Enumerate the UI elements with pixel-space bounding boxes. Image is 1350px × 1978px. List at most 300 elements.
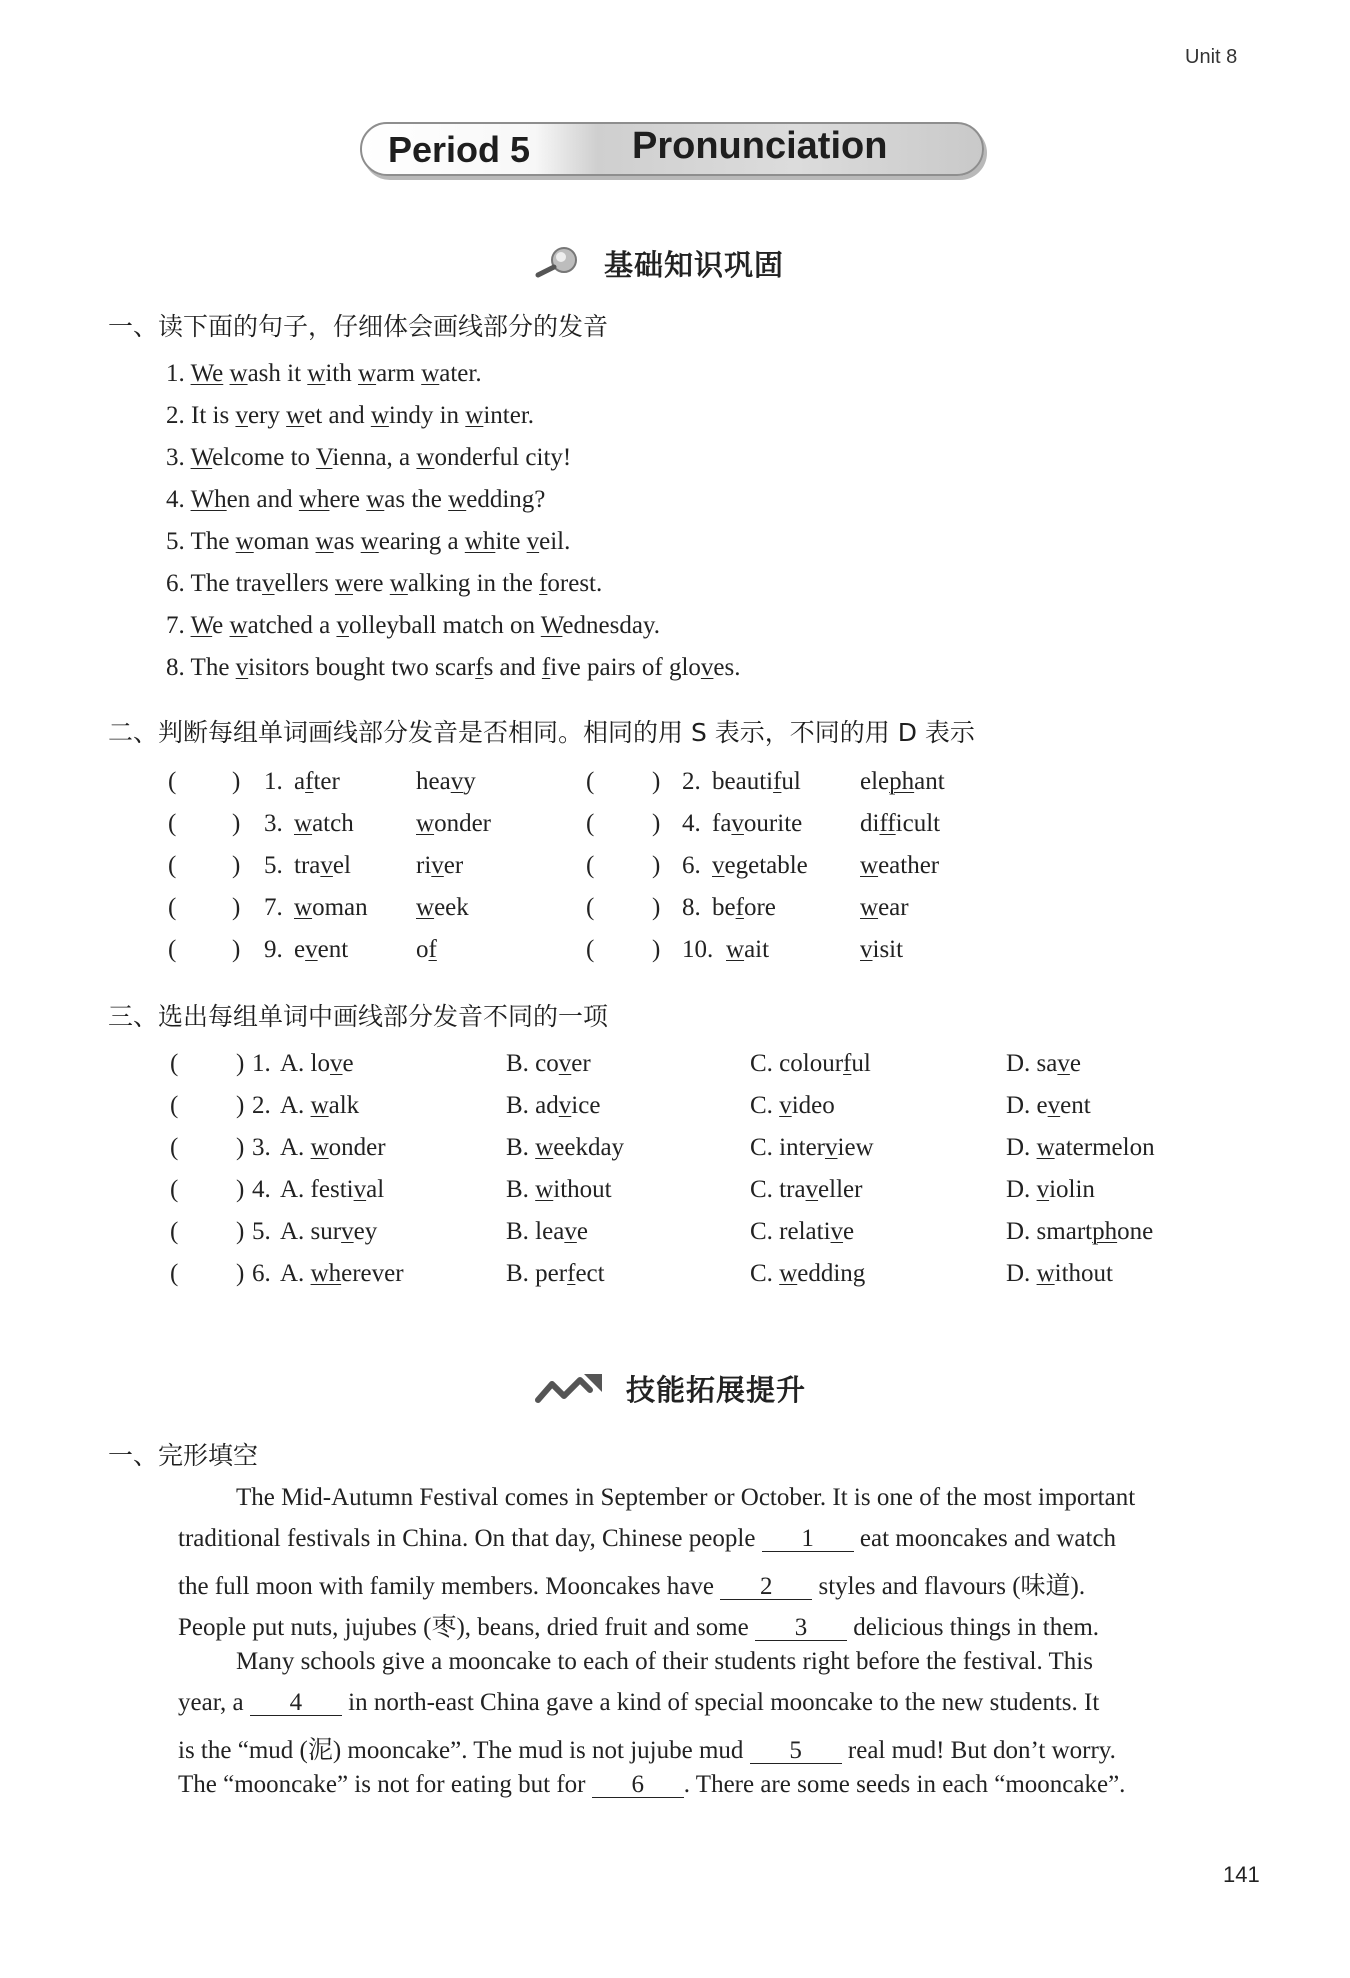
- item-number: 1.: [264, 768, 283, 795]
- answer-blank-open[interactable]: (: [170, 1050, 179, 1077]
- word-1: [294, 894, 368, 922]
- text-segment: C. tra: [750, 1176, 806, 1203]
- underlined-sound: Wh: [190, 486, 227, 513]
- word-1: [294, 852, 351, 880]
- option-a: [280, 1260, 404, 1288]
- text-segment: e: [212, 612, 230, 639]
- underlined-sound: w: [358, 360, 377, 387]
- underlined-sound: f: [843, 1050, 852, 1077]
- word-1: [294, 810, 354, 838]
- text-segment: A. festi: [280, 1176, 354, 1203]
- underlined-sound: ph: [889, 768, 915, 795]
- item-number: 5.: [264, 852, 283, 879]
- text-segment: one: [1117, 1218, 1154, 1245]
- word-2: [860, 936, 903, 964]
- text-segment: ery: [247, 402, 287, 429]
- underlined-sound: f: [475, 654, 484, 681]
- text-segment: di: [860, 810, 880, 837]
- word-2: [860, 894, 909, 922]
- item-number: 4.: [252, 1176, 271, 1203]
- text-segment: el: [332, 852, 351, 879]
- text-segment: B.: [506, 1134, 536, 1161]
- text-segment: 5. The: [166, 528, 236, 555]
- text-segment: D.: [1006, 1176, 1037, 1203]
- answer-blank-close: ): [232, 768, 241, 795]
- text-segment: arm: [376, 360, 422, 387]
- answer-blank-close: ): [232, 894, 241, 921]
- underlined-sound: w: [310, 1134, 329, 1161]
- text-segment: D. smart: [1006, 1218, 1093, 1245]
- text-segment: ul: [781, 768, 801, 795]
- item-number: 6.: [252, 1260, 271, 1287]
- text-segment: be: [712, 894, 736, 921]
- text-segment: 3.: [166, 444, 191, 471]
- answer-blank-close: ): [232, 936, 241, 963]
- answer-blank-open[interactable]: (: [586, 894, 595, 921]
- answer-blank-close: ): [236, 1218, 245, 1245]
- text-segment: olleyball match on: [348, 612, 541, 639]
- underlined-sound: w: [310, 1092, 329, 1119]
- item-number: 2.: [682, 768, 701, 795]
- underlined-sound: We: [190, 360, 224, 387]
- text-segment: oman: [253, 528, 316, 555]
- text-segment: ienna, a: [332, 444, 417, 471]
- unit-label: Unit 8: [1185, 46, 1238, 68]
- text-segment: al: [366, 1176, 385, 1203]
- underlined-sound: w: [235, 528, 254, 555]
- text-segment: B. co: [506, 1050, 559, 1077]
- text-segment: A.: [280, 1134, 311, 1161]
- text-segment: elcome to: [212, 444, 316, 471]
- underlined-sound: w: [286, 402, 305, 429]
- option-a: [280, 1092, 359, 1120]
- text-segment: isit: [872, 936, 904, 963]
- word-2: [860, 768, 945, 796]
- text-segment: eather: [878, 852, 940, 879]
- text-segment: D. sa: [1006, 1050, 1058, 1077]
- option-b: [506, 1218, 588, 1246]
- text-segment: C. relati: [750, 1218, 831, 1245]
- item-number: 3.: [252, 1134, 271, 1161]
- text-segment: ter: [313, 768, 340, 795]
- sentence-5: [166, 528, 570, 556]
- text-segment: s and: [483, 654, 542, 681]
- part1-heading: 一、读下面的句子，仔细体会画线部分的发音: [108, 312, 609, 341]
- underlined-sound: W: [190, 444, 213, 471]
- cloze-text: The “mooncake” is not for eating but for: [178, 1771, 592, 1798]
- item-number: 3.: [264, 810, 283, 837]
- underlined-sound: v: [564, 1218, 577, 1245]
- underlined-sound: v: [558, 1050, 572, 1077]
- underlined-sound: wh: [310, 1260, 342, 1287]
- text-segment: ul: [851, 1050, 871, 1077]
- cloze-text: in north-east China gave a kind of special mooncake to the new students. It: [341, 1689, 1100, 1716]
- answer-blank-open[interactable]: (: [586, 936, 595, 963]
- word-2: [416, 810, 491, 838]
- text-segment: A.: [280, 1092, 311, 1119]
- cloze-text: year, a: [178, 1689, 250, 1716]
- underlined-sound: w: [307, 360, 326, 387]
- text-segment: hea: [416, 768, 451, 795]
- text-segment: ait: [744, 936, 770, 963]
- answer-blank-close: ): [652, 810, 661, 837]
- underlined-sound: w: [535, 1176, 554, 1203]
- underlined-sound: v: [336, 612, 349, 639]
- text-segment: onder: [434, 810, 491, 837]
- word-2: [416, 768, 476, 796]
- answer-blank-open[interactable]: (: [168, 768, 177, 795]
- option-d: [1006, 1176, 1095, 1204]
- underlined-sound: f: [305, 768, 314, 795]
- cloze-text: People put nuts, jujubes (枣), beans, dried fruit and some: [178, 1614, 755, 1641]
- underlined-sound: w: [860, 852, 879, 879]
- cloze-text: eat mooncakes and watch: [853, 1525, 1117, 1552]
- text-segment: 4.: [166, 486, 191, 513]
- text-segment: et and: [304, 402, 371, 429]
- underlined-sound: v: [341, 1218, 354, 1245]
- answer-blank-open[interactable]: (: [170, 1260, 179, 1287]
- underlined-sound: v: [700, 654, 714, 681]
- item-number: 7.: [264, 894, 283, 921]
- text-segment: 1.: [166, 360, 191, 387]
- text-segment: B.: [506, 1176, 536, 1203]
- option-a: [280, 1176, 384, 1204]
- option-c: [750, 1176, 862, 1204]
- answer-blank-close: ): [236, 1176, 245, 1203]
- cloze-text: traditional festivals in China. On that day, Chinese people: [178, 1525, 762, 1552]
- cloze-heading: 一、完形填空: [108, 1441, 259, 1470]
- underlined-sound: v: [330, 1050, 343, 1077]
- underlined-sound: w: [726, 936, 745, 963]
- text-segment: ith: [325, 360, 359, 387]
- underlined-sound: v: [431, 852, 444, 879]
- underlined-sound: v: [825, 1134, 838, 1161]
- answer-blank-close: ): [236, 1092, 245, 1119]
- option-b: [506, 1176, 612, 1204]
- answer-blank-open[interactable]: (: [168, 894, 177, 921]
- answer-blank-close: ): [652, 936, 661, 963]
- text-segment: A.: [280, 1260, 311, 1287]
- text-segment: C. colour: [750, 1050, 844, 1077]
- sentence-6: [166, 570, 602, 598]
- text-segment: ellers: [274, 570, 335, 597]
- text-segment: iew: [837, 1134, 874, 1161]
- underlined-sound: W: [540, 612, 563, 639]
- underlined-sound: f: [735, 894, 744, 921]
- text-segment: er: [443, 852, 464, 879]
- text-segment: ednesday.: [562, 612, 661, 639]
- underlined-sound: w: [294, 810, 313, 837]
- text-segment: atch: [312, 810, 354, 837]
- text-segment: y: [463, 768, 476, 795]
- underlined-sound: w: [448, 486, 467, 513]
- text-segment: 8. The: [166, 654, 236, 681]
- underlined-sound: w: [229, 360, 248, 387]
- underlined-sound: v: [305, 936, 318, 963]
- text-segment: en and: [226, 486, 299, 513]
- text-segment: ourite: [743, 810, 803, 837]
- text-segment: eller: [818, 1176, 863, 1203]
- answer-blank-close: ): [236, 1134, 245, 1161]
- word-1: [726, 936, 769, 964]
- underlined-sound: v: [262, 570, 275, 597]
- magnifier-icon: [534, 242, 582, 278]
- cloze-line-3: [178, 1566, 1248, 1602]
- text-segment: D. e: [1006, 1092, 1048, 1119]
- part3-heading: 三、选出每组单词中画线部分发音不同的一项: [108, 1002, 609, 1031]
- text-segment: ive pairs of glo: [550, 654, 701, 681]
- underlined-sound: V: [315, 444, 333, 471]
- text-segment: es.: [713, 654, 741, 681]
- option-a: [280, 1218, 377, 1246]
- text-segment: o: [416, 936, 429, 963]
- text-segment: ithout: [1054, 1260, 1113, 1287]
- answer-blank-open[interactable]: (: [170, 1218, 179, 1245]
- underlined-sound: w: [1036, 1134, 1055, 1161]
- cloze-line-2: [178, 1525, 1248, 1553]
- section-title-skills: 技能拓展提升: [626, 1373, 807, 1407]
- cloze-blank-6[interactable]: 6: [592, 1773, 684, 1798]
- text-segment: eil.: [539, 528, 571, 555]
- underlined-sound: w: [370, 402, 389, 429]
- underlined-sound: v: [1036, 1176, 1050, 1203]
- answer-blank-close: ): [236, 1260, 245, 1287]
- period-banner: [360, 122, 988, 180]
- text-segment: D.: [1006, 1134, 1037, 1161]
- answer-blank-open[interactable]: (: [170, 1092, 179, 1119]
- text-segment: inter.: [483, 402, 535, 429]
- option-a: [280, 1134, 386, 1162]
- answer-blank-close: ): [652, 852, 661, 879]
- text-segment: oman: [312, 894, 368, 921]
- word-2: [416, 852, 463, 880]
- cloze-line-1: [236, 1484, 1306, 1512]
- underlined-sound: w: [416, 894, 435, 921]
- item-number: 10.: [682, 936, 714, 963]
- underlined-sound: f: [567, 1260, 576, 1287]
- period-label: Period 5: [388, 129, 531, 170]
- item-number: 1.: [252, 1050, 271, 1077]
- option-d: [1006, 1050, 1081, 1078]
- answer-blank-close: ): [236, 1050, 245, 1077]
- underlined-sound: ph: [1092, 1218, 1118, 1245]
- answer-blank-open[interactable]: (: [586, 810, 595, 837]
- text-segment: edding: [797, 1260, 866, 1287]
- word-1: [712, 852, 808, 880]
- underlined-sound: wh: [464, 528, 496, 555]
- text-segment: orest.: [547, 570, 603, 597]
- sentence-2: [166, 402, 534, 430]
- text-segment: B. ad: [506, 1092, 559, 1119]
- option-a: [280, 1050, 354, 1078]
- answer-blank-open[interactable]: (: [170, 1134, 179, 1161]
- word-2: [416, 936, 437, 964]
- underlined-sound: w: [535, 1134, 554, 1161]
- text-segment: C.: [750, 1260, 780, 1287]
- cloze-text: the full moon with family members. Mooncakes have: [178, 1573, 721, 1600]
- cloze-text: real mud! But don’t worry.: [841, 1737, 1116, 1764]
- text-segment: C.: [750, 1092, 780, 1119]
- underlined-sound: v: [320, 852, 333, 879]
- cloze-text: delicious things in them.: [846, 1614, 1100, 1641]
- text-segment: eekday: [553, 1134, 625, 1161]
- item-number: 5.: [252, 1218, 271, 1245]
- text-segment: edding?: [466, 486, 546, 513]
- text-segment: eek: [434, 894, 469, 921]
- sentence-1: [166, 360, 482, 388]
- text-segment: iolin: [1049, 1176, 1095, 1203]
- option-b: [506, 1260, 605, 1288]
- cloze-blank-1[interactable]: 1: [762, 1527, 854, 1552]
- word-2: [416, 894, 469, 922]
- cloze-blank-5[interactable]: 5: [750, 1739, 842, 1764]
- underlined-sound: v: [558, 1092, 572, 1119]
- option-d: [1006, 1218, 1153, 1246]
- text-segment: as: [333, 528, 361, 555]
- underlined-sound: w: [360, 528, 379, 555]
- text-segment: atched a: [247, 612, 337, 639]
- underlined-sound: v: [860, 936, 873, 963]
- answer-blank-close: ): [232, 810, 241, 837]
- text-segment: tra: [294, 852, 321, 879]
- text-segment: as the: [384, 486, 449, 513]
- text-segment: ite: [495, 528, 527, 555]
- item-number: 6.: [682, 852, 701, 879]
- text-segment: egetable: [724, 852, 808, 879]
- text-segment: indy in: [388, 402, 466, 429]
- answer-blank-open[interactable]: (: [168, 936, 177, 963]
- word-1: [294, 936, 348, 964]
- underlined-sound: v: [353, 1176, 367, 1203]
- underlined-sound: v: [450, 768, 464, 795]
- underlined-sound: w: [860, 894, 879, 921]
- cloze-blank-4[interactable]: 4: [250, 1691, 342, 1716]
- cloze-text: . There are some seeds in each “mooncake”.: [683, 1771, 1126, 1798]
- text-segment: e: [843, 1218, 855, 1245]
- text-segment: e: [294, 936, 306, 963]
- underlined-sound: wh: [298, 486, 330, 513]
- text-segment: beauti: [712, 768, 774, 795]
- underlined-sound: v: [1057, 1050, 1070, 1077]
- text-segment: C. inter: [750, 1134, 825, 1161]
- option-c: [750, 1260, 865, 1288]
- option-b: [506, 1092, 600, 1120]
- answer-blank-close: ): [652, 768, 661, 795]
- underlined-sound: v: [1047, 1092, 1061, 1119]
- underlined-sound: w: [1036, 1260, 1055, 1287]
- option-c: [750, 1092, 835, 1120]
- underlined-sound: v: [805, 1176, 819, 1203]
- word-1: [712, 768, 801, 796]
- text-segment: ear: [878, 894, 909, 921]
- text-segment: er: [571, 1050, 591, 1077]
- cloze-blank-3[interactable]: 3: [755, 1616, 847, 1641]
- underlined-sound: v: [235, 402, 248, 429]
- answer-blank-open[interactable]: (: [586, 852, 595, 879]
- text-segment: A. lo: [280, 1050, 330, 1077]
- text-segment: ent: [1060, 1092, 1091, 1119]
- section-title-basics: 基础知识巩固: [604, 248, 785, 282]
- text-segment: e: [342, 1050, 354, 1077]
- word-2: [860, 852, 939, 880]
- underlined-sound: w: [421, 360, 440, 387]
- text-segment: atermelon: [1054, 1134, 1155, 1161]
- underlined-sound: f: [541, 654, 551, 681]
- text-segment: onder: [328, 1134, 386, 1161]
- answer-blank-open[interactable]: (: [168, 810, 177, 837]
- option-d: [1006, 1260, 1113, 1288]
- text-segment: ey: [353, 1218, 378, 1245]
- underlined-sound: v: [526, 528, 540, 555]
- underlined-sound: v: [235, 654, 249, 681]
- cloze-blank-2[interactable]: 2: [720, 1575, 812, 1600]
- sentence-4: [166, 486, 545, 514]
- underlined-sound: f: [773, 768, 782, 795]
- underlined-sound: v: [779, 1092, 792, 1119]
- text-segment: a: [294, 768, 306, 795]
- cloze-text: styles and flavours (味道).: [812, 1573, 1086, 1600]
- answer-blank-open[interactable]: (: [586, 768, 595, 795]
- cloze-line-5: [236, 1648, 1306, 1676]
- cloze-line-7: [178, 1730, 1248, 1766]
- word-1: [294, 768, 340, 796]
- option-d: [1006, 1134, 1155, 1162]
- text-segment: 7.: [166, 612, 191, 639]
- text-segment: erever: [341, 1260, 404, 1287]
- option-b: [506, 1050, 591, 1078]
- text-segment: ideo: [791, 1092, 835, 1119]
- cloze-text: The Mid-Autumn Festival comes in September or October. It is one of the most important: [236, 1484, 1136, 1511]
- text-segment: onderful city!: [434, 444, 572, 471]
- option-c: [750, 1134, 874, 1162]
- text-segment: ice: [571, 1092, 601, 1119]
- underlined-sound: w: [229, 612, 248, 639]
- underlined-sound: ff: [879, 810, 896, 837]
- underlined-sound: w: [334, 570, 353, 597]
- answer-blank-open[interactable]: (: [170, 1176, 179, 1203]
- cloze-text: is the “mud (泥) mooncake”. The mud is not jujube mud: [178, 1737, 750, 1764]
- text-segment: ele: [860, 768, 890, 795]
- text-segment: ere: [329, 486, 367, 513]
- text-segment: ithout: [553, 1176, 612, 1203]
- page-number: 141: [1223, 1862, 1260, 1887]
- text-segment: ater.: [439, 360, 482, 387]
- text-segment: ri: [416, 852, 432, 879]
- cloze-line-4: [178, 1607, 1248, 1643]
- underlined-sound: w: [389, 570, 408, 597]
- text-segment: A. sur: [280, 1218, 342, 1245]
- text-segment: ere: [353, 570, 390, 597]
- option-c: [750, 1218, 854, 1246]
- word-1: [712, 894, 776, 922]
- underlined-sound: w: [315, 528, 334, 555]
- cloze-text: Many schools give a mooncake to each of their students right before the festival. This: [236, 1648, 1093, 1675]
- period-title: Pronunciation: [632, 125, 888, 167]
- underlined-sound: w: [465, 402, 484, 429]
- underlined-sound: f: [539, 570, 548, 597]
- underlined-sound: W: [190, 612, 213, 639]
- answer-blank-open[interactable]: (: [168, 852, 177, 879]
- item-number: 8.: [682, 894, 701, 921]
- text-segment: fa: [712, 810, 732, 837]
- underlined-sound: w: [294, 894, 313, 921]
- text-segment: D.: [1006, 1260, 1037, 1287]
- cloze-line-8: [178, 1771, 1248, 1799]
- answer-blank-close: ): [652, 894, 661, 921]
- text-segment: ore: [743, 894, 776, 921]
- underlined-sound: w: [366, 486, 385, 513]
- text-segment: e: [1069, 1050, 1081, 1077]
